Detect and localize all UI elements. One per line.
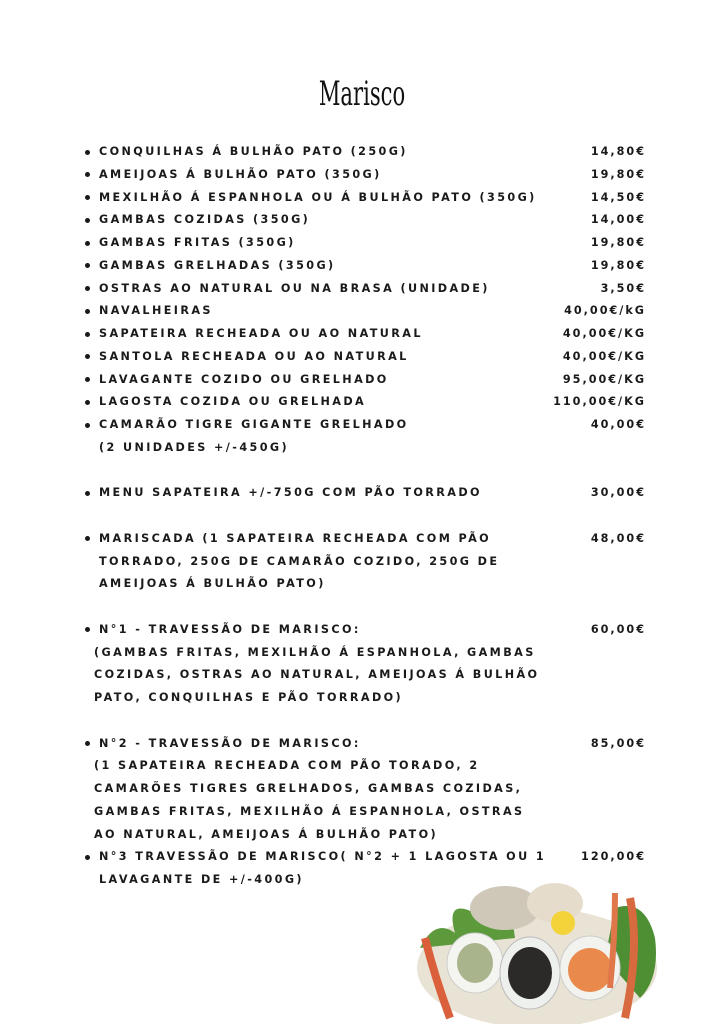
menu-item-price: 40,00€/kG (564, 304, 646, 318)
menu-item-description: (GAMBAS FRITAS, MEXILHÃO Á ESPANHOLA, GAMBAS (94, 645, 536, 659)
menu-item-description: AMEIJOAS Á BULHÃO PATO) (99, 577, 326, 591)
menu-item-price: 19,80€ (590, 167, 646, 181)
menu-item-name: CAMARÃO TIGRE GIGANTE GRELHADO (99, 418, 409, 431)
menu-item-price: 3,50€ (600, 281, 646, 295)
menu-item-name: MARISCADA (1 SAPATEIRA RECHEADA COM PÃO (99, 531, 492, 545)
menu-item-price: 110,00€/KG (553, 395, 646, 409)
bullet-icon (85, 309, 90, 314)
menu-item-name: GAMBAS FRITAS (350G) (99, 236, 296, 249)
bullet-icon (85, 491, 90, 496)
menu-item-description: TORRADO, 250G DE CAMARÃO COZIDO, 250G DE (99, 554, 500, 568)
menu-item-price: 14,50€ (590, 190, 646, 204)
menu-item-price: 120,00€ (581, 850, 646, 864)
menu-item-name: LAGOSTA COZIDA OU GRELHADA (99, 395, 367, 409)
menu-item-price: 95,00€/KG (562, 372, 646, 386)
menu-item-description: GAMBAS FRITAS, MEXILHÃO Á ESPANHOLA, OSTRAS (94, 804, 525, 818)
menu-item-name: AMEIJOAS Á BULHÃO PATO (350G) (99, 167, 382, 181)
menu-item-name: SAPATEIRA RECHEADA OU AO NATURAL (99, 327, 423, 340)
bullet-icon (85, 855, 90, 860)
bullet-icon (85, 423, 90, 428)
bullet-icon (85, 354, 90, 359)
menu-item-description: (2 UNIDADES +/-450G) (99, 440, 289, 454)
menu-item-name: OSTRAS AO NATURAL OU NA BRASA (UNIDADE) (99, 281, 490, 295)
menu-item-price: 48,00€ (590, 531, 646, 545)
menu-item-name: N°2 - TRAVESSÃO DE MARISCO: (99, 736, 361, 750)
menu-item-price: 40,00€/KG (562, 327, 646, 340)
menu-item-name: GAMBAS COZIDAS (350G) (99, 213, 311, 227)
menu-item-name: MEXILHÃO Á ESPANHOLA OU Á BULHÃO PATO (350G) (99, 190, 537, 204)
menu-item-description: AO NATURAL, AMEIJOAS Á BULHÃO PATO) (94, 827, 438, 841)
bullet-icon (85, 172, 90, 177)
menu-item-name: LAVAGANTE COZIDO OU GRELHADO (99, 372, 389, 386)
menu-item-name: NAVALHEIRAS (99, 304, 213, 318)
bullet-icon (85, 741, 90, 746)
menu-item-price: 19,80€ (590, 258, 646, 272)
menu-item-name: CONQUILHAS Á BULHÃO PATO (250G) (99, 145, 408, 158)
bullet-icon (85, 286, 90, 291)
menu-item-name: N°3 TRAVESSÃO DE MARISCO( N°2 + 1 LAGOSTA OU 1 (99, 850, 547, 864)
menu-item-description: COZIDAS, OSTRAS AO NATURAL, AMEIJOAS Á BULHÃO (94, 668, 540, 682)
menu-item-price: 85,00€ (590, 736, 646, 750)
menu-item-price: 14,00€ (590, 213, 646, 227)
menu-item-price: 40,00€/KG (562, 349, 646, 363)
menu-item-price: 19,80€ (590, 236, 646, 249)
bullet-icon (85, 377, 90, 382)
menu-item-name: MENU SAPATEIRA +/-750G COM PÃO TORRADO (99, 486, 482, 500)
bullet-icon (85, 195, 90, 200)
page-title: Marisco (318, 74, 406, 114)
bullet-icon (85, 332, 90, 337)
menu-item-description: LAVAGANTE DE +/-400G) (99, 873, 304, 886)
menu-item-name: SANTOLA RECHEADA OU AO NATURAL (99, 349, 409, 363)
menu-item-description: (1 SAPATEIRA RECHEADA COM PÃO TORADO, 2 (94, 759, 480, 773)
bullet-icon (85, 150, 90, 155)
seafood-platter-image (415, 878, 660, 1024)
menu-item-description: CAMARÕES TIGRES GRELHADOS, GAMBAS COZIDAS, (94, 782, 523, 795)
bullet-icon (85, 627, 90, 632)
menu-item-price: 40,00€ (590, 418, 646, 431)
menu-item-price: 60,00€ (590, 622, 646, 636)
bullet-icon (85, 218, 90, 223)
menu-item-name: GAMBAS GRELHADAS (350G) (99, 258, 336, 272)
bullet-icon (85, 241, 90, 246)
menu-item-description: PATO, CONQUILHAS E PÃO TORRADO) (94, 691, 404, 704)
menu-item-name: N°1 - TRAVESSÃO DE MARISCO: (99, 622, 361, 636)
menu-item-price: 30,00€ (590, 486, 646, 500)
bullet-icon (85, 263, 90, 268)
bullet-icon (85, 400, 90, 405)
menu-item-price: 14,80€ (590, 145, 646, 158)
bullet-icon (85, 536, 90, 541)
